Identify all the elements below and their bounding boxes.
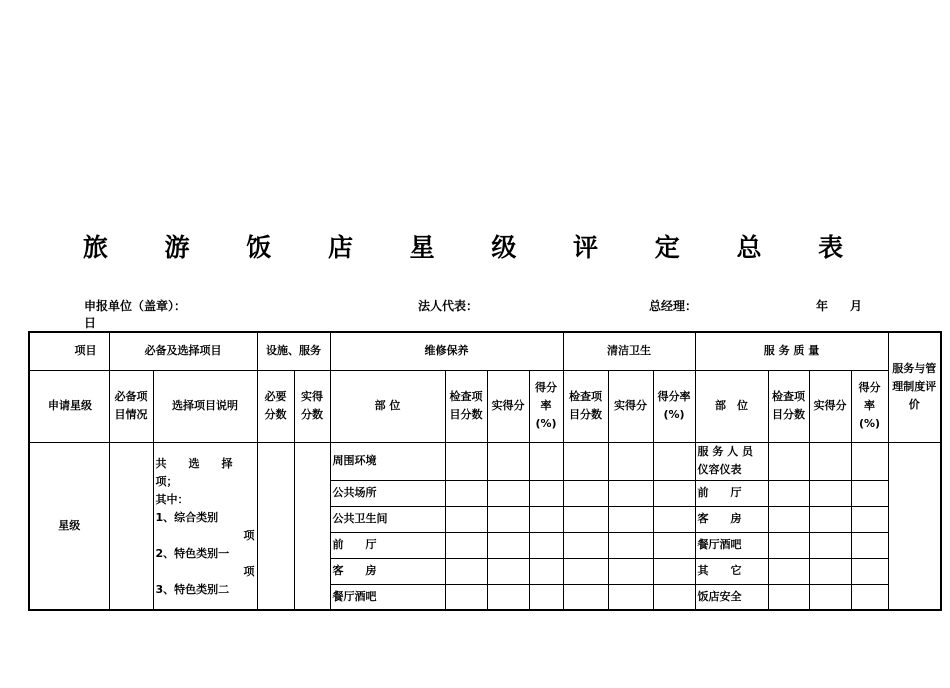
score-cell (768, 532, 809, 558)
score-cell (809, 442, 851, 480)
score-cell (487, 506, 529, 532)
maintenance-location: 餐厅酒吧 (330, 584, 445, 610)
score-cell (445, 558, 487, 584)
score-cell (563, 532, 608, 558)
maintenance-location: 客 房 (330, 558, 445, 584)
score-cell (487, 584, 529, 610)
gm-label: 总经理： (649, 299, 698, 313)
service-location: 其 它 (695, 558, 768, 584)
score-cell (563, 584, 608, 610)
score-cell (608, 480, 653, 506)
score-cell (608, 558, 653, 584)
score-cell (653, 532, 695, 558)
score-cell (851, 480, 888, 506)
year-label: 年 (816, 299, 829, 313)
service-rate-header: 得分率(%) (851, 370, 888, 442)
maintenance-location: 公共卫生间 (330, 506, 445, 532)
score-cell (487, 532, 529, 558)
cleaning-check-header: 检查项目分数 (563, 370, 608, 442)
cleaning-rate-header: 得分率(%) (653, 370, 695, 442)
required-score-header: 必要分数 (257, 370, 294, 442)
actual-score-cell (294, 442, 330, 610)
maintenance-location: 前 厅 (330, 532, 445, 558)
score-cell (608, 532, 653, 558)
cleaning-actual-header: 实得分 (608, 370, 653, 442)
score-cell (653, 506, 695, 532)
score-cell (851, 506, 888, 532)
required-group-header: 必备及选择项目 (109, 332, 257, 370)
score-cell (768, 506, 809, 532)
service-check-header: 检查项目分数 (768, 370, 809, 442)
maintenance-group-header: 维修保养 (330, 332, 563, 370)
score-cell (809, 506, 851, 532)
option-desc-line: 2、特色类别一 (155, 546, 230, 560)
score-cell (487, 442, 529, 480)
option-desc-line: 共 选 择 (155, 456, 233, 470)
option-desc-line: 项； (155, 474, 178, 488)
score-cell (563, 506, 608, 532)
option-desc-line: 其中： (155, 492, 189, 506)
score-cell (563, 558, 608, 584)
page-title: 旅 游 饭 店 星 级 评 定 总 表 (82, 233, 868, 262)
month-label: 月 (850, 299, 863, 313)
day-label: 日 (84, 316, 97, 330)
score-cell (445, 532, 487, 558)
score-cell (653, 584, 695, 610)
score-cell (653, 442, 695, 480)
score-cell (529, 506, 563, 532)
required-status-header: 必备项目情况 (109, 370, 153, 442)
apply-star-label: 申请星级 (29, 370, 109, 442)
score-cell (563, 442, 608, 480)
score-cell (653, 558, 695, 584)
score-cell (653, 480, 695, 506)
item-label-cell: 项目 (29, 332, 109, 370)
legal-rep-label: 法人代表： (418, 299, 479, 313)
score-cell (768, 584, 809, 610)
service-location: 餐厅酒吧 (695, 532, 768, 558)
cleaning-group-header: 清洁卫生 (563, 332, 695, 370)
option-desc-line: 1、综合类别 (155, 510, 219, 524)
score-cell (608, 506, 653, 532)
score-cell (768, 442, 809, 480)
maintenance-location: 周围环境 (330, 442, 445, 480)
service-group-header: 服 务 质 量 (695, 332, 888, 370)
rating-summary-table (28, 331, 942, 611)
score-cell (809, 584, 851, 610)
score-cell (529, 584, 563, 610)
score-cell (445, 442, 487, 480)
service-actual-header: 实得分 (809, 370, 851, 442)
score-cell (851, 442, 888, 480)
maintenance-location: 公共场所 (330, 480, 445, 506)
score-cell (768, 480, 809, 506)
score-cell (445, 584, 487, 610)
score-cell (529, 558, 563, 584)
option-desc-header: 选择项目说明 (153, 370, 257, 442)
star-level-cell: 星级 (29, 442, 109, 610)
score-cell (445, 480, 487, 506)
maintenance-actual-header: 实得分 (487, 370, 529, 442)
applicant-label: 申报单位（盖章）： (84, 299, 187, 313)
score-cell (851, 558, 888, 584)
required-score-cell (257, 442, 294, 610)
score-cell (529, 480, 563, 506)
option-desc-cell (153, 442, 257, 610)
maintenance-rate-header: 得分率(%) (529, 370, 563, 442)
score-cell (529, 532, 563, 558)
score-cell (809, 532, 851, 558)
service-location: 服 务 人 员 仪容仪表 (695, 442, 768, 480)
score-cell (487, 480, 529, 506)
score-cell (851, 584, 888, 610)
required-status-cell (109, 442, 153, 610)
score-cell (809, 480, 851, 506)
facilities-group-header: 设施、服务 (257, 332, 330, 370)
score-cell (529, 442, 563, 480)
score-cell (608, 442, 653, 480)
service-location-header: 部 位 (695, 370, 768, 442)
service-location: 饭店安全 (695, 584, 768, 610)
score-cell (445, 506, 487, 532)
service-location: 前 厅 (695, 480, 768, 506)
option-desc-line: 3、特色类别二 (155, 582, 230, 596)
score-cell (608, 584, 653, 610)
score-cell (768, 558, 809, 584)
mgmt-eval-header: 服务与管理制度评价 (888, 332, 941, 442)
option-desc-line: 项 (243, 528, 255, 542)
score-cell (851, 532, 888, 558)
score-cell (563, 480, 608, 506)
score-cell (487, 558, 529, 584)
option-desc-line: 项 (243, 564, 255, 578)
maintenance-check-header: 检查项目分数 (445, 370, 487, 442)
actual-score-header: 实得分数 (294, 370, 330, 442)
mgmt-eval-cell (888, 442, 941, 610)
score-cell (809, 558, 851, 584)
maintenance-location-header: 部 位 (330, 370, 445, 442)
service-location: 客 房 (695, 506, 768, 532)
